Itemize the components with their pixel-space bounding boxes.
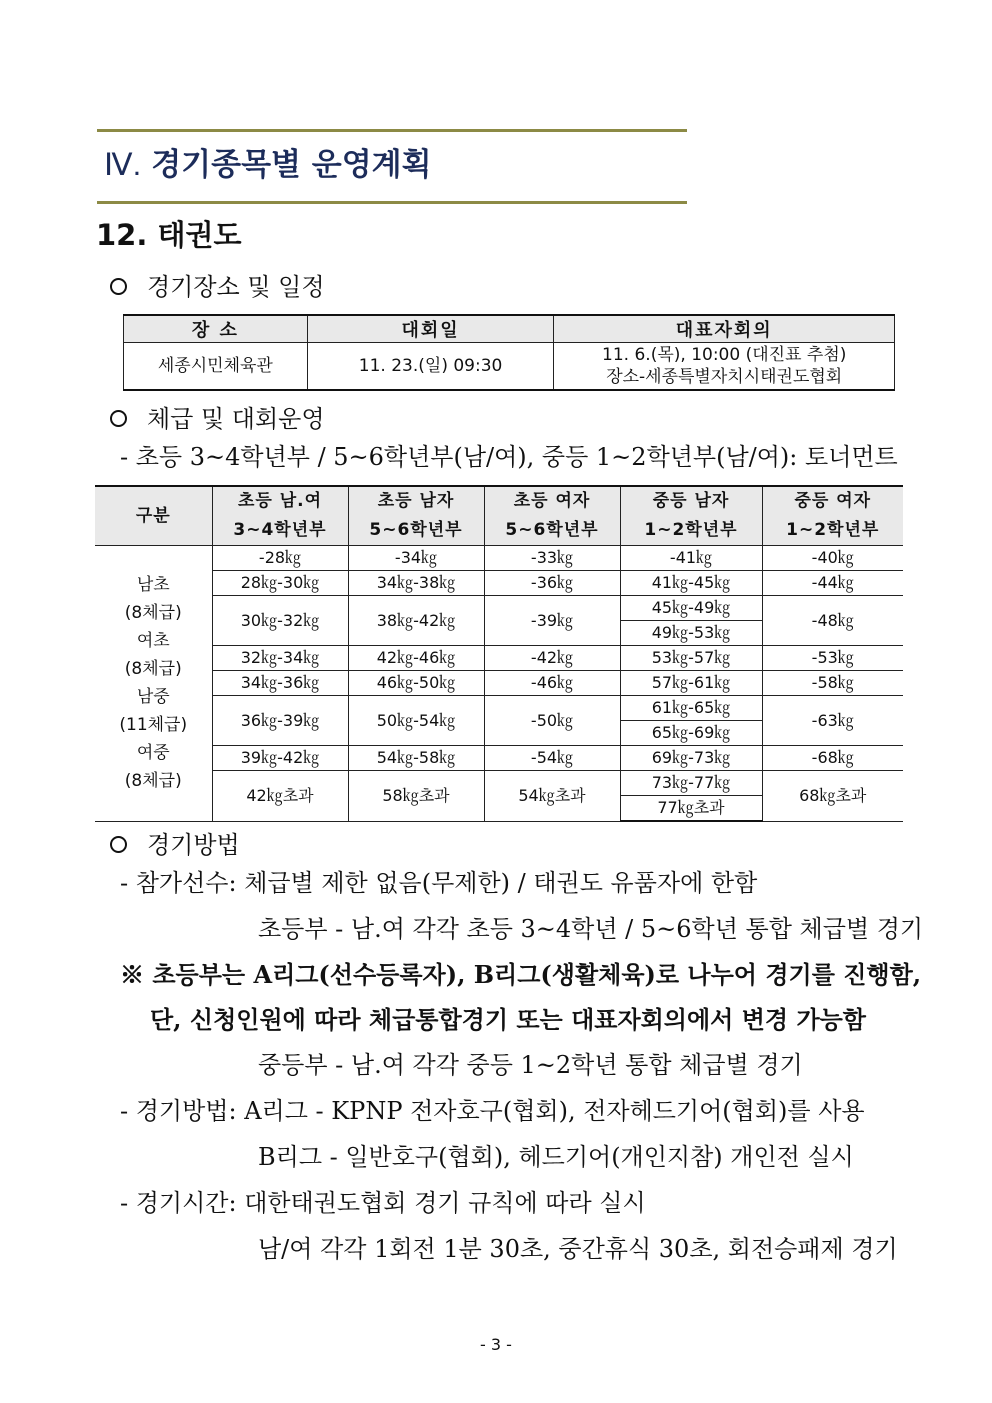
weight-cell: -68㎏ (762, 746, 903, 771)
weight-cell: -33㎏ (484, 546, 620, 571)
rule-method: - 경기방법: A리그 - KPNP 전자호구(협회), 전자헤드기어(협회)를 사용 (120, 1097, 865, 1125)
weight-header-col (348, 486, 484, 546)
weight-header-col (212, 486, 348, 546)
weight-cell: -39㎏ (484, 596, 620, 646)
bullet-weight-class (110, 402, 325, 436)
weight-cell: 39㎏-42㎏ (212, 746, 348, 771)
schedule-header-date: 대회일 (307, 315, 554, 343)
weight-header-line1: 중등 여자 (794, 491, 872, 511)
weight-cell: 34㎏-38㎏ (348, 571, 484, 596)
weight-cell: 53㎏-57㎏ (620, 646, 762, 671)
weight-header-line2: 1~2학년부 (644, 520, 738, 540)
schedule-meeting (554, 343, 895, 391)
format-line: - 초등 3~4학년부 / 5~6학년부(남/여), 중등 1~2학년부(남/여): 토너먼트 (120, 443, 898, 471)
weight-cell: 28㎏-30㎏ (212, 571, 348, 596)
weight-cell: 65㎏-69㎏ (620, 721, 762, 746)
weight-cell: 54㎏-58㎏ (348, 746, 484, 771)
weight-cell: 54㎏초과 (484, 771, 620, 822)
weight-cell: 73㎏-77㎏ (620, 771, 762, 796)
weight-cell: -28㎏ (212, 546, 348, 571)
weight-header-line1: 초등 남.여 (237, 491, 323, 511)
schedule-meeting-line2: 장소-세종특별자치시태권도협회 (606, 367, 843, 387)
weight-cell: -46㎏ (484, 671, 620, 696)
group-label-line: 남중 (136, 687, 170, 708)
bullet-method-text: 경기방법 (147, 831, 240, 859)
chapter-title-text: 경기종목별 운영계획 (151, 147, 432, 183)
rule-middle-sub: 중등부 - 남.여 각각 중등 1~2학년 통합 체급별 경기 (258, 1051, 803, 1079)
weight-header-line2: 5~6학년부 (369, 520, 463, 540)
weight-header-line2: 3~4학년부 (233, 520, 327, 540)
bullet-venue-schedule (110, 270, 325, 304)
weight-cell: 50㎏-54㎏ (348, 696, 484, 746)
weight-cell: 32㎏-34㎏ (212, 646, 348, 671)
circle-bullet-icon (110, 410, 127, 427)
group-label-line: (8체급) (124, 603, 182, 624)
schedule-table (123, 314, 895, 391)
weight-header-line2: 5~6학년부 (505, 520, 599, 540)
rule-time-sub: 남/여 각각 1회전 1분 30초, 중간휴식 30초, 회전승패제 경기 (258, 1235, 898, 1263)
weight-header-line1: 초등 남자 (377, 491, 455, 511)
weight-header-group: 구분 (95, 486, 212, 546)
weight-cell: -63㎏ (762, 696, 903, 746)
group-label-line: (8체급) (124, 659, 182, 680)
bullet-weight-class-text: 체급 및 대회운영 (147, 405, 325, 433)
chapter-top-rule (97, 129, 687, 132)
schedule-meeting-line1: 11. 6.(목), 10:00 (대진표 추첨) (602, 345, 847, 365)
weight-cell: 45㎏-49㎏ (620, 596, 762, 621)
weight-cell: -53㎏ (762, 646, 903, 671)
weight-cell: -42㎏ (484, 646, 620, 671)
weight-cell: 42㎏초과 (212, 771, 348, 822)
weight-cell: 77㎏초과 (620, 796, 762, 822)
weight-cell: 57㎏-61㎏ (620, 671, 762, 696)
chapter-title (104, 143, 432, 187)
rule-method-sub: B리그 - 일반호구(협회), 헤드기어(개인지참) 개인전 실시 (258, 1143, 854, 1171)
group-label-line: 여중 (136, 743, 170, 764)
schedule-header-meeting: 대표자회의 (554, 315, 895, 343)
weight-cell: 49㎏-53㎏ (620, 621, 762, 646)
page-number: - 3 - (480, 1335, 512, 1354)
weight-cell: 46㎏-50㎏ (348, 671, 484, 696)
weight-header-col (762, 486, 903, 546)
group-label-line: 여초 (136, 631, 170, 652)
weight-cell: 68㎏초과 (762, 771, 903, 822)
group-label-line: (8체급) (124, 771, 182, 792)
weight-cell: -58㎏ (762, 671, 903, 696)
bullet-venue-schedule-text: 경기장소 및 일정 (147, 273, 325, 301)
schedule-venue: 세종시민체육관 (124, 343, 308, 391)
rule-time: - 경기시간: 대한태권도협회 경기 규칙에 따라 실시 (120, 1189, 646, 1217)
section-title: 12. 태권도 (96, 218, 242, 252)
rule-note-line2: 단, 신청인원에 따라 체급통합경기 또는 대표자회의에서 변경 가능함 (150, 1005, 866, 1034)
weight-header-col (484, 486, 620, 546)
weight-cell: 34㎏-36㎏ (212, 671, 348, 696)
group-label-line: 남초 (136, 575, 170, 596)
chapter-bottom-rule (97, 201, 687, 204)
weight-cell: -41㎏ (620, 546, 762, 571)
weight-cell: -48㎏ (762, 596, 903, 646)
weight-header-line1: 초등 여자 (513, 491, 591, 511)
weight-group-label (95, 546, 212, 822)
weight-cell: 30㎏-32㎏ (212, 596, 348, 646)
weight-cell: 69㎏-73㎏ (620, 746, 762, 771)
weight-cell: 58㎏초과 (348, 771, 484, 822)
weight-header-col (620, 486, 762, 546)
circle-bullet-icon (110, 278, 127, 295)
weight-cell: 38㎏-42㎏ (348, 596, 484, 646)
rule-participants-sub: 초등부 - 남.여 각각 초등 3~4학년 / 5~6학년 통합 체급별 경기 (258, 915, 924, 943)
weight-cell: 36㎏-39㎏ (212, 696, 348, 746)
weight-cell: -44㎏ (762, 571, 903, 596)
rule-note-line1: ※ 초등부는 A리그(선수등록자), B리그(생활체육)로 나누어 경기를 진행함, (120, 960, 922, 989)
weight-cell: 61㎏-65㎏ (620, 696, 762, 721)
weight-cell: -40㎏ (762, 546, 903, 571)
weight-cell: -50㎏ (484, 696, 620, 746)
weight-cell: -36㎏ (484, 571, 620, 596)
chapter-roman: Ⅳ. (104, 147, 142, 182)
schedule-header-venue: 장 소 (124, 315, 308, 343)
weight-cell: -34㎏ (348, 546, 484, 571)
weight-cell: -54㎏ (484, 746, 620, 771)
weight-cell: 42㎏-46㎏ (348, 646, 484, 671)
weight-class-table (95, 485, 903, 822)
weight-header-line2: 1~2학년부 (786, 520, 880, 540)
weight-cell: 41㎏-45㎏ (620, 571, 762, 596)
schedule-date: 11. 23.(일) 09:30 (307, 343, 554, 391)
weight-header-line1: 중등 남자 (652, 491, 730, 511)
rule-participants: - 참가선수: 체급별 제한 없음(무제한) / 태권도 유품자에 한함 (120, 869, 758, 897)
group-label-line: (11체급) (119, 715, 188, 736)
bullet-method (110, 828, 240, 862)
circle-bullet-icon (110, 836, 127, 853)
